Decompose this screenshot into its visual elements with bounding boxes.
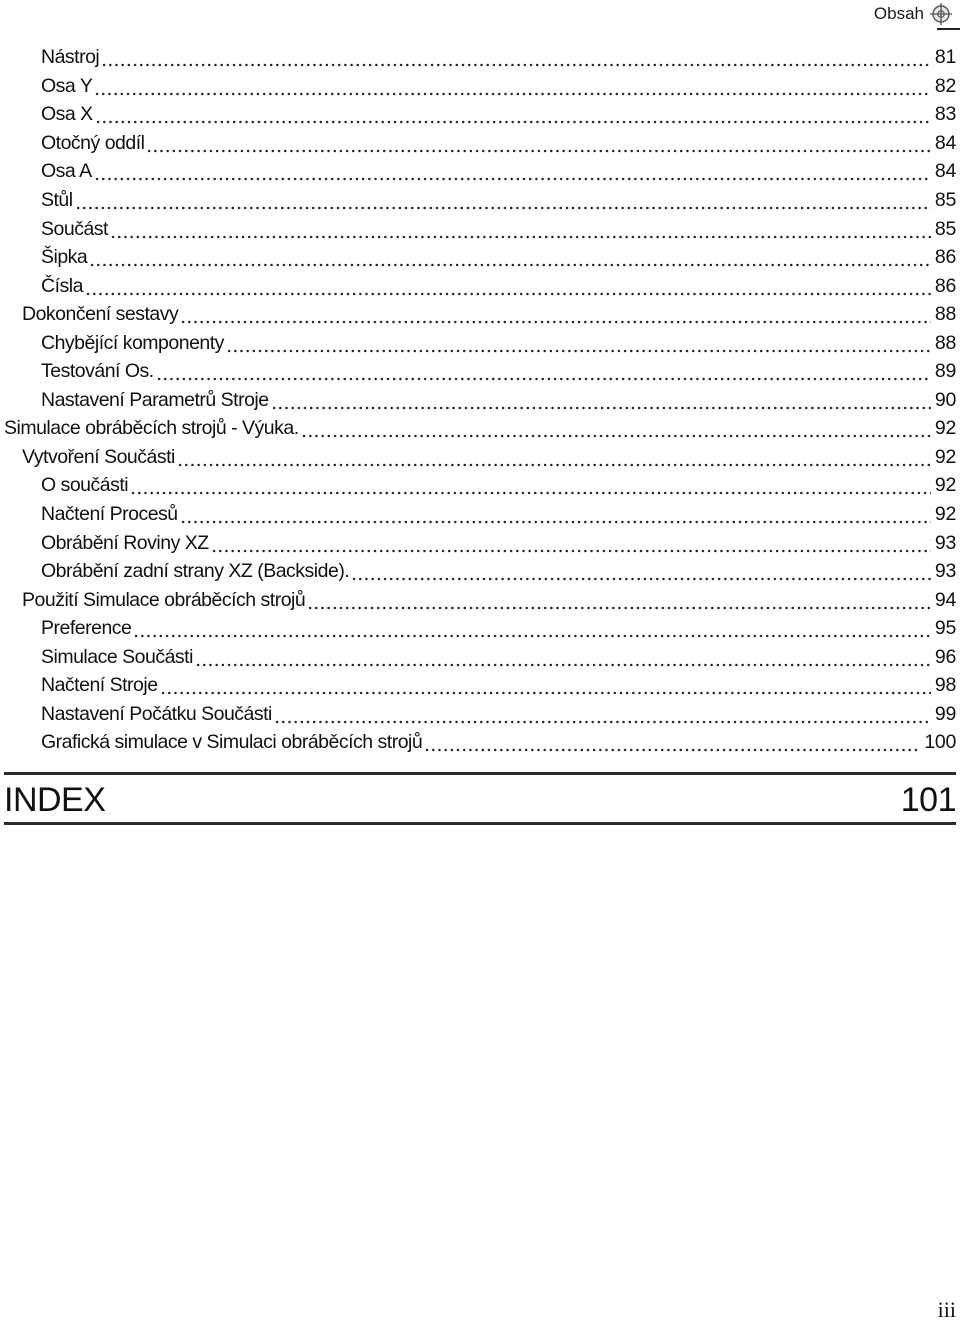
toc-entry-page: 92 [934,417,956,440]
toc-entry-page: 85 [934,217,956,240]
toc-entry[interactable] [0,157,956,186]
toc-entry-page: 96 [934,645,956,668]
toc-entry[interactable] [0,186,956,215]
dot-leader [133,616,931,640]
toc-entry[interactable] [0,443,956,472]
dot-leader [146,131,930,155]
toc-entry-title: Osa Y [41,74,93,97]
table-of-contents [0,43,956,757]
toc-entry-title: Osa X [41,103,93,126]
toc-entry[interactable] [0,72,956,101]
dot-leader [89,245,931,269]
toc-entry[interactable] [0,671,956,700]
dot-leader [130,473,931,497]
toc-entry[interactable] [0,700,956,729]
toc-entry[interactable] [0,557,956,586]
toc-entry-page: 93 [934,531,956,554]
toc-entry[interactable] [0,528,956,557]
toc-entry-page: 94 [934,588,956,611]
page-folio: iii [937,1297,956,1322]
toc-entry-title: Čísla [41,274,83,297]
toc-entry-title: Grafická simulace v Simulaci obráběcích strojů [41,731,423,754]
toc-entry-title: Dokončení sestavy [22,303,179,326]
toc-entry-title: Nastavení Počátku Součásti [41,702,272,725]
toc-entry-page: 90 [934,388,956,411]
dot-leader [75,188,931,212]
toc-entry-title: Chybějící komponenty [41,331,224,354]
toc-entry-title: Stůl [41,189,73,211]
toc-entry-title: O součásti [41,474,129,497]
index-page-number: 101 [900,781,956,819]
toc-entry-page: 92 [934,503,956,526]
toc-entry-title: Obrábění Roviny XZ [41,531,209,554]
toc-entry-page: 81 [934,46,956,69]
toc-entry-title: Osa A [41,160,92,183]
toc-entry[interactable] [0,471,956,500]
toc-entry[interactable] [0,614,956,643]
index-rule-bottom [4,822,956,825]
toc-entry-title: Použití Simulace obráběcích strojů [22,588,306,611]
dot-leader [195,645,931,669]
toc-entry[interactable] [0,300,956,329]
toc-entry[interactable] [0,500,956,529]
toc-entry-page: 98 [934,674,956,697]
toc-entry-title: Načtení Stroje [41,674,158,697]
toc-entry-title: Otočný oddíl [41,131,145,154]
dot-leader [85,274,931,298]
toc-entry[interactable] [0,328,956,357]
dot-leader [226,331,931,355]
toc-entry-title: Nástroj [41,46,100,69]
toc-entry[interactable] [0,642,956,671]
toc-entry-title: Simulace Součásti [41,645,193,668]
toc-entry[interactable] [0,43,956,72]
index-entry[interactable] [4,772,956,828]
dot-leader [424,730,920,754]
toc-entry-page: 100 [924,731,956,754]
dot-leader [94,74,931,98]
toc-entry[interactable] [0,386,956,415]
toc-entry-title: Načtení Procesů [41,503,178,526]
crosshair-icon [929,2,953,26]
toc-entry[interactable] [0,585,956,614]
toc-entry-title: Nastavení Parametrů Stroje [41,388,269,411]
toc-entry-title: Vytvoření Součásti [22,445,175,468]
toc-entry[interactable] [0,100,956,129]
toc-entry-page: 89 [934,360,956,383]
toc-entry-title: Testování Os. [41,360,154,383]
toc-entry[interactable] [0,271,956,300]
toc-entry[interactable] [0,414,956,443]
toc-entry-page: 83 [934,103,956,126]
dot-leader [180,302,931,326]
index-rule-top [4,772,956,775]
dot-leader [95,102,931,126]
toc-entry-page: 86 [934,246,956,269]
dot-leader [274,702,931,726]
toc-entry-page: 92 [934,445,956,468]
toc-entry[interactable] [0,728,956,757]
toc-entry-page: 86 [934,274,956,297]
index-title: INDEX [4,781,106,819]
toc-entry-page: 82 [934,74,956,97]
dot-leader [156,359,931,383]
toc-entry[interactable] [0,357,956,386]
section-label: Obsah [873,4,924,23]
page-header [0,0,960,30]
dot-leader [301,416,931,440]
toc-entry-page: 92 [934,474,956,497]
toc-entry-title: Součást [41,217,108,240]
dot-leader [177,445,931,469]
dot-leader [94,159,931,183]
toc-entry-title: Simulace obráběcích strojů - Výuka. [4,417,299,440]
dot-leader [101,45,931,69]
dot-leader [180,502,931,526]
toc-entry-page: 85 [934,189,956,211]
dot-leader [351,559,931,583]
toc-entry-page: 95 [934,617,956,640]
header-rule [937,28,960,30]
toc-entry-page: 99 [934,702,956,725]
toc-entry[interactable] [0,129,956,158]
toc-entry-page: 93 [934,560,956,583]
toc-entry-title: Obrábění zadní strany XZ (Backside). [41,560,350,583]
dot-leader [110,217,931,241]
dot-leader [211,531,931,555]
dot-leader [271,388,931,412]
toc-entry-page: 88 [934,331,956,354]
dot-leader [307,588,931,612]
toc-entry-title: Šipka [41,246,88,269]
toc-entry-page: 84 [934,131,956,154]
toc-entry[interactable] [0,243,956,272]
toc-entry[interactable] [0,214,956,243]
toc-entry-page: 84 [934,160,956,183]
dot-leader [160,673,931,697]
toc-entry-title: Preference [41,617,132,640]
toc-entry-page: 88 [934,303,956,326]
